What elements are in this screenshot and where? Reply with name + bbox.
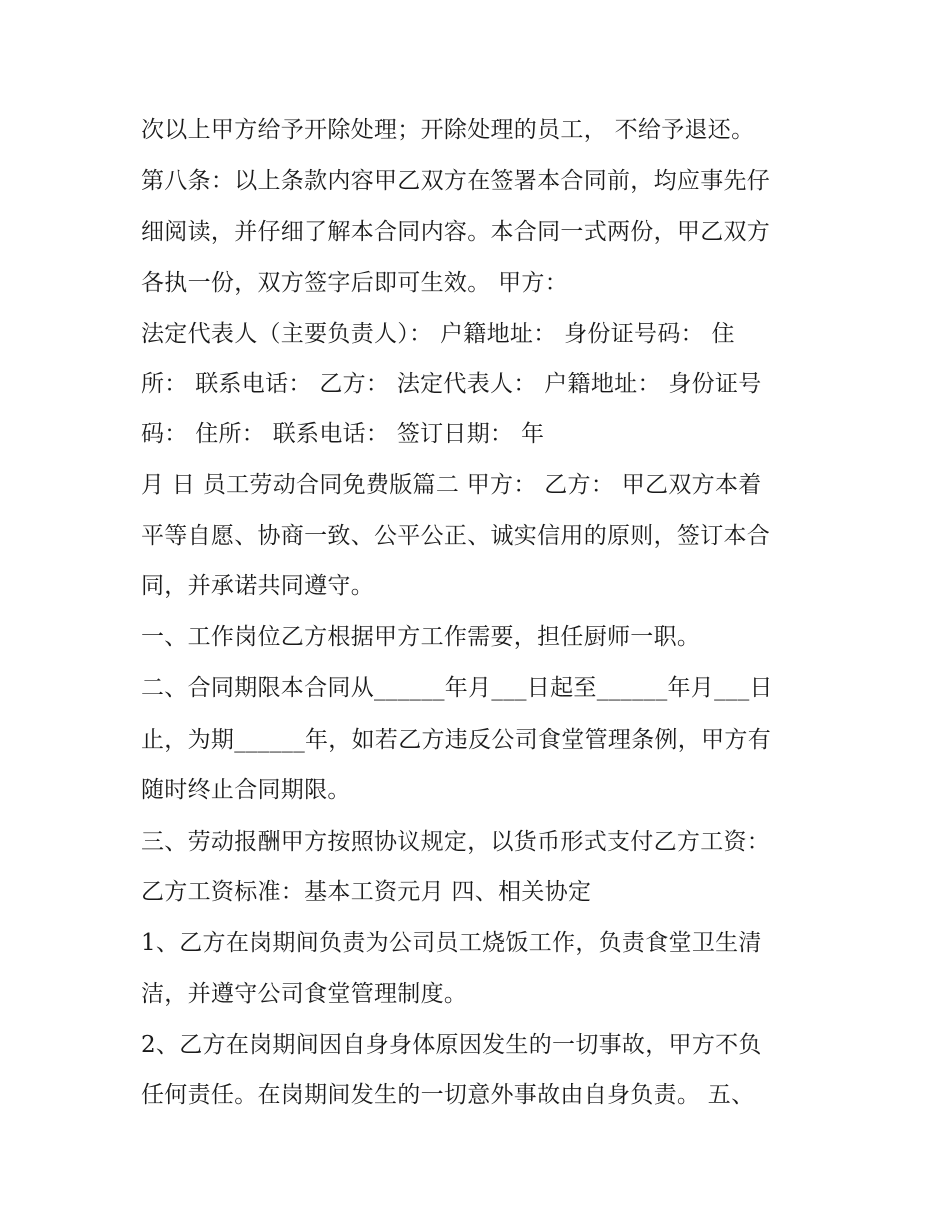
text-line-3: 细阅读，并仔细了解本合同内容。本合同一式两份，甲乙双方 bbox=[141, 219, 771, 245]
text-line-15: 三、劳动报酬甲方按照协议规定，以货币形式支付乙方工资： bbox=[141, 829, 771, 855]
text-line-5: 法定代表人（主要负责人）： 户籍地址： 身份证号码： 住 bbox=[141, 321, 735, 347]
text-line-14: 随时终止合同期限。 bbox=[141, 777, 351, 803]
text-line-17: 1、乙方在岗期间负责为公司员工烧饭工作，负责食堂卫生清 bbox=[141, 930, 762, 956]
text-line-2: 第八条：以上条款内容甲乙双方在签署本合同前，均应事先仔 bbox=[141, 168, 771, 194]
text-line-13: 止，为期______年，如若乙方违反公司食堂管理条例，甲方有 bbox=[141, 727, 771, 753]
text-line-18: 洁，并遵守公司食堂管理制度。 bbox=[141, 981, 468, 1007]
text-line-1: 次以上甲方给予开除处理；开除处理的员工， 不给予退还。 bbox=[141, 117, 755, 143]
text-line-11: 一、工作岗位乙方根据甲方工作需要，担任厨师一职。 bbox=[141, 624, 701, 650]
text-line-16: 乙方工资标准：基本工资元月 四、相关协定 bbox=[141, 879, 592, 905]
text-line-7: 码： 住所： 联系电话： 签订日期： 年 bbox=[141, 421, 545, 447]
text-line-6: 所： 联系电话： 乙方： 法定代表人： 户籍地址： 身份证号 bbox=[141, 371, 762, 397]
text-line-12: 二、合同期限本合同从______年月___日起至______年月___日 bbox=[141, 675, 773, 701]
text-line-8: 月 日 员工劳动合同免费版篇二 甲方： 乙方： 甲乙双方本着 bbox=[141, 472, 762, 498]
text-line-4: 各执一份，双方签字后即可生效。 甲方： bbox=[141, 270, 569, 296]
text-line-19: 2、乙方在岗期间因自身身体原因发生的一切事故，甲方不负 bbox=[141, 1032, 762, 1058]
text-line-20: 任何责任。在岗期间发生的一切意外事故由自身负责。 五、 bbox=[141, 1082, 755, 1108]
text-line-10: 同，并承诺共同遵守。 bbox=[141, 573, 374, 599]
text-line-9: 平等自愿、协商一致、公平公正、诚实信用的原则，签订本合 bbox=[141, 523, 771, 549]
